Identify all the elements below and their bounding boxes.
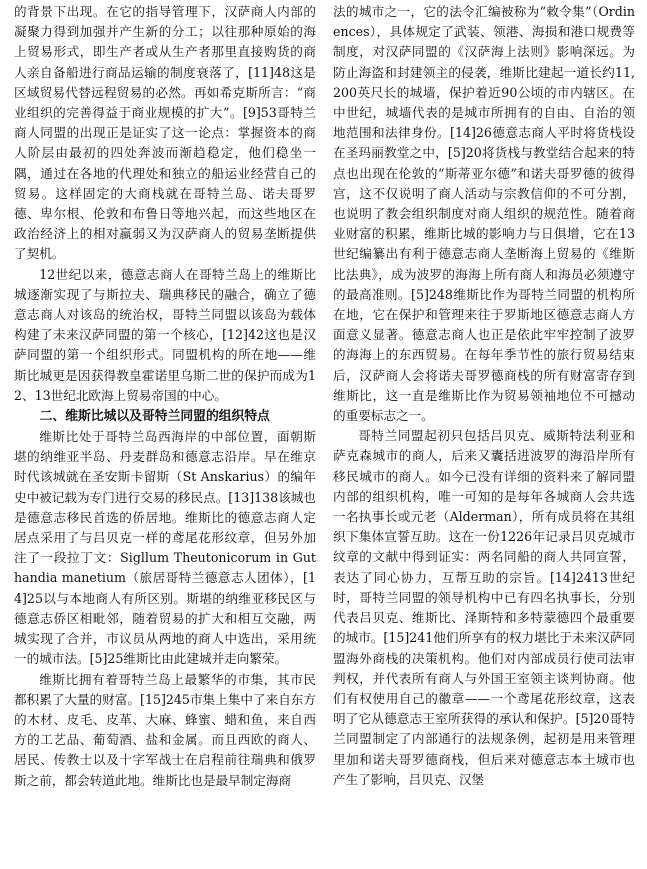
right-column	[333, 2, 635, 869]
paragraph: 维斯比处于哥特兰岛西海岸的中部位置，面朝斯堪的纳维亚半岛、丹麦群岛和德意志沿岸。早在维京时代该城就在圣安斯卡留斯（St Anskarius）的编年史中被记载为专门进行交易的移民点。[13]138该城也是德意志移民首选的侨居地。维斯比的德意志商人定居点采用了与吕贝克一样的鸢尾花形纹章，但另外加注了一段拉丁文：Sigllum Theutonicorum in Guthandia manetium（旅居哥特兰德意志人团体），[14]25以与本地商人有所区别。斯堪的纳维亚移民区与德意志侨区相毗邻，随着贸易的扩大和相互交融，两城实现了合并，市议员从两地的商人中选出，采用统一的城市法。[5]25维斯比由此建城并走向繁荣。	[14, 429, 316, 667]
paragraph: 12世纪以来，德意志商人在哥特兰岛上的维斯比城逐渐实现了与斯拉夫、瑞典移民的融合，确立了德意志商人对该岛的统治权，哥特兰同盟以该岛为载体构建了未来汉萨同盟的第一个核心，[12]42这也是汉萨同盟的第一个组织形式。同盟机构的所在地——维斯比城更是因获得教皇霍诺里乌斯二世的保护而成为12、13世纪北欧海上贸易帝国的中心。	[14, 266, 316, 403]
section-heading: 二、维斯比城以及哥特兰同盟的组织特点	[39, 409, 270, 425]
left-column	[14, 2, 316, 869]
paragraph: 的背景下出现。在它的指导管理下，汉萨商人内部的凝聚力得到加强并产生新的分工；以往那种原始的海上贸易形式，即生产者或从生产者那里直接购货的商人亲自备船进行商品运输的制度衰落了，[11]48这是区域贸易代替远程贸易的必然。再如希克斯所言：“商业组织的完善得益于商业规模的扩大”。[9]53哥特兰商人同盟的出现正是证实了这一论点：掌握资本的商人阶层由最初的四处奔波而渐趋稳定，他们稳坐一隅，通过在各地的代理处和独立的船运业经营自己的贸易。这样固定的大商栈就在哥特兰岛、诺夫哥罗德、卑尔根、伦敦和布鲁日等地兴起，而这些地区在政治经济上的相对羸弱又为汉萨商人的贸易垄断提供了契机。	[14, 4, 316, 262]
paragraph: 维斯比拥有着哥特兰岛上最繁华的市集，其市民都积累了大量的财富。[15]245市集上集中了来自东方的木材、皮毛、皮革、大麻、蜂蜜、蜡和鱼，来自西方的工艺品、葡萄酒、盐和金属。而且西欧的商人、居民、传教士以及十字军战士在启程前往瑞典和俄罗斯之前，都会转道此地。维斯比也是最早制定海商	[14, 671, 316, 788]
paragraph: 哥特兰同盟起初只包括吕贝克、威斯特法利亚和萨克森城市的商人，后来又囊括进波罗的海沿岸所有移民城市的商人。如今已没有详细的资料来了解同盟内部的组织机构，唯一可知的是每年各城商人会共选一名执事长或元老（Alderman），所有成员将在其组织下集体宣誓互助。这在一份1226年记录吕贝克城市纹章的文献中得到证实：两名同船的商人共同宣誓，表达了同心协力，互帮互助的宗旨。[14]2413世纪时，哥特兰同盟的领导机构中已有四名执事长，分别代表吕贝克、维斯比、泽斯特和多特蒙德四个最重要的城市。[15]241他们所享有的权力堪比于未来汉萨同盟海外商栈的决策机构。他们对内部成员行使司法审判权，并代表所有商人与外国王室领主谈判协商。他们有权使用自己的徽章——一个鸢尾花形纹章，这表明了它从德意志王室所获得的承认和保护。[5]20哥特兰同盟制定了内部通行的法规条例，起初是用来管理里加和诺夫哥罗德商栈，但后来对德意志本土城市也产生了影响，吕贝克、汉堡	[333, 428, 635, 787]
paragraph: 法的城市之一，它的法令汇编被称为“敕令集”（Ordinences），具体规定了武装、领港、海损和港口规费等制度，对汉萨同盟的《汉萨海上法则》影响深远。为防止海盗和封建领主的侵袭，维斯比建起一道长约11,200英尺长的城墙，保护着近90公顷的市内辖区。在中世纪，城墙代表的是城市所拥有的自由、自治的领地范围和法律身份。[14]26德意志商人平时将货栈设在圣玛丽教堂之中，[5]20将货栈与教堂结合起来的特点也出现在伦敦的“斯蒂亚尔德”和诺夫哥罗德的彼得宫，这不仅说明了商人活动与宗教信仰的不可分割，也说明了教会组织制度对商人组织的规范性。随着商业财富的积累，维斯比城的影响力与日俱增，它在13世纪编纂出有利于德意志商人垄断海上贸易的《维斯比法典》，成为波罗的海海上所有商人和海员必须遵守的最高准则。[5]248维斯比作为哥特兰同盟的机构所在地，它在保护和管理来往于罗斯地区德意志商人方面意义显著。德意志商人也正是依此牢牢控制了波罗的海海上的东西贸易。在每年季节性的旅行贸易结束后，汉萨商人会将诺夫哥罗德商栈的所有财富寄存到维斯比，这一直是维斯比作为贸易领袖地位不可撼动的重要标志之一。	[333, 4, 635, 424]
